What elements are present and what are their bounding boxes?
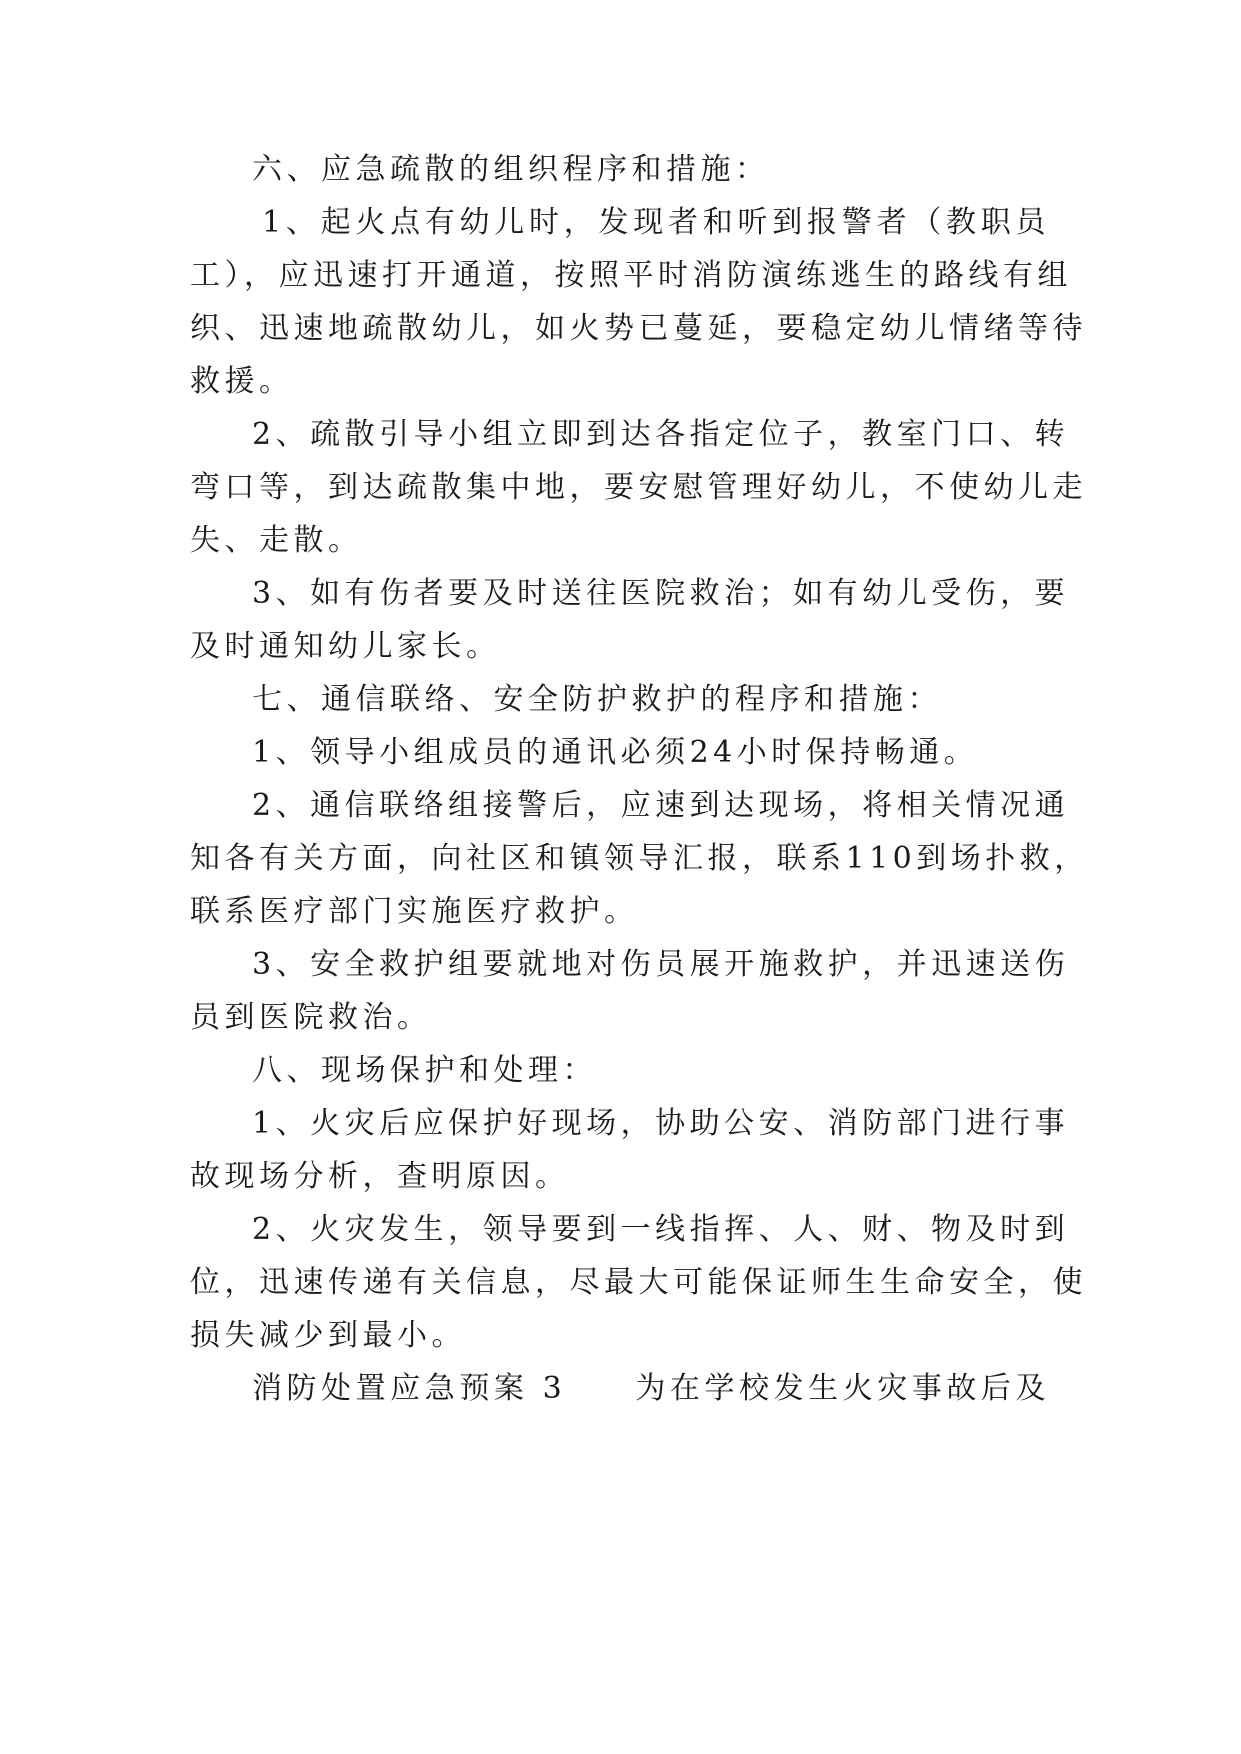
paragraph-line: 3、安全救护组要就地对伤员展开施救护，并迅速送伤 bbox=[252, 947, 1070, 982]
paragraph-line: 1、领导小组成员的通讯必须24小时保持畅通。 bbox=[252, 735, 979, 770]
paragraph-line: 3、如有伤者要及时送往医院救治；如有幼儿受伤，要 bbox=[252, 576, 1070, 611]
paragraph-line: 失、走散。 bbox=[190, 523, 363, 558]
paragraph-line: 救援。 bbox=[190, 364, 294, 399]
paragraph-line: 损失减少到最小。 bbox=[190, 1318, 466, 1353]
paragraph-line: 联系医疗部门实施医疗救护。 bbox=[190, 894, 639, 929]
paragraph-line: 2、通信联络组接警后，应速到达现场，将相关情况通 bbox=[252, 788, 1070, 823]
paragraph-line: 弯口等，到达疏散集中地，要安慰管理好幼儿，不使幼儿走 bbox=[190, 470, 1087, 505]
section-heading-6: 六、应急疏散的组织程序和措施： bbox=[252, 152, 770, 187]
paragraph-line: 员到医院救治。 bbox=[190, 1000, 432, 1035]
section-heading-8: 八、现场保护和处理： bbox=[252, 1053, 597, 1088]
paragraph-line: 2、火灾发生，领导要到一线指挥、人、财、物及时到 bbox=[252, 1212, 1070, 1247]
paragraph-line: 消防处置应急预案 3 为在学校发生火灾事故后及 bbox=[252, 1371, 1050, 1406]
section-heading-7: 七、通信联络、安全防护救护的程序和措施： bbox=[252, 682, 942, 717]
paragraph-line: 2、疏散引导小组立即到达各指定位子，教室门口、转 bbox=[252, 417, 1070, 452]
paragraph-line: 工），应迅速打开通道，按照平时消防演练逃生的路线有组 bbox=[190, 258, 1072, 293]
paragraph-line: 位，迅速传递有关信息，尽最大可能保证师生生命安全，使 bbox=[190, 1265, 1087, 1300]
paragraph-line: 知各有关方面，向社区和镇领导汇报，联系110到场扑救， bbox=[190, 841, 1089, 876]
paragraph-line: 及时通知幼儿家长。 bbox=[190, 629, 501, 664]
paragraph-line: 织、迅速地疏散幼儿，如火势已蔓延，要稳定幼儿情绪等待 bbox=[190, 311, 1087, 346]
paragraph-line: 1、火灾后应保护好现场，协助公安、消防部门进行事 bbox=[252, 1106, 1070, 1141]
paragraph-line: 1、起火点有幼儿时，发现者和听到报警者（教职员 bbox=[262, 205, 1050, 240]
paragraph-line: 故现场分析，查明原因。 bbox=[190, 1159, 570, 1194]
